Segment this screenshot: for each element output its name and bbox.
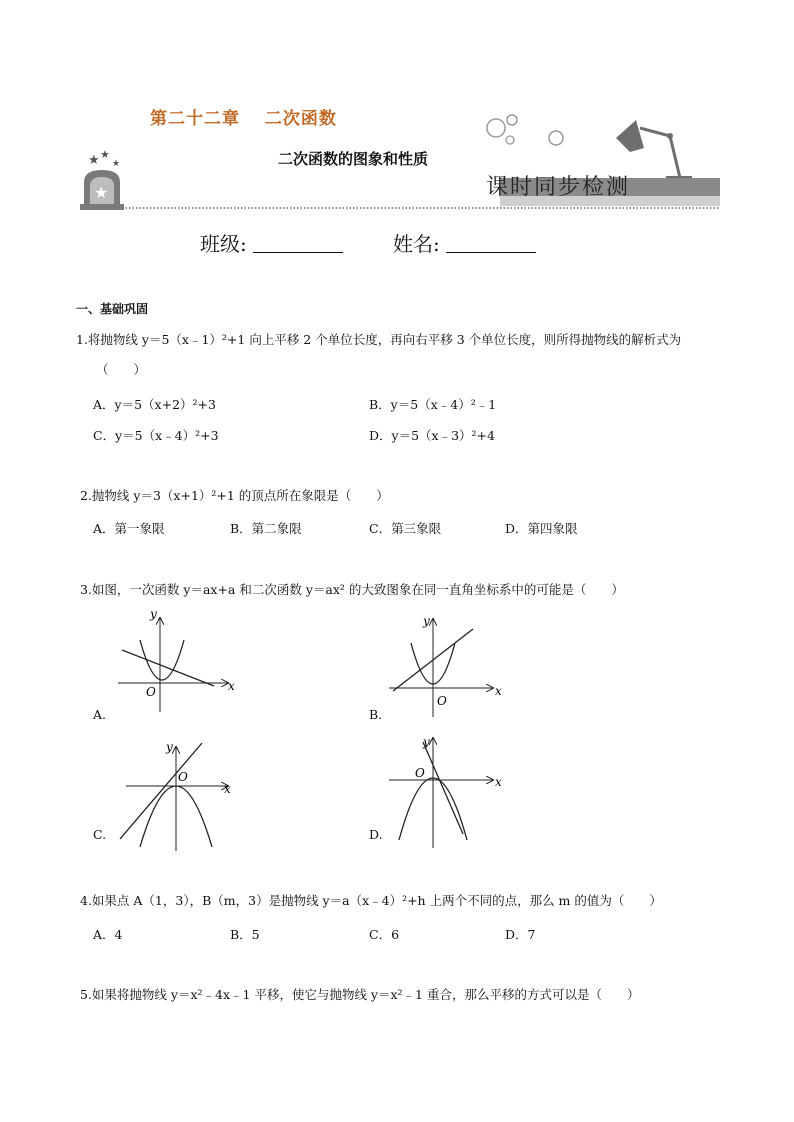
origin-label: O xyxy=(178,770,188,784)
q4-option-b[interactable]: B．5 xyxy=(230,927,260,942)
origin-label: O xyxy=(415,766,425,780)
class-label: 班级: xyxy=(200,232,247,256)
class-input-line[interactable] xyxy=(253,234,343,253)
question-3-text: 3.如图，一次函数 y＝ax+a 和二次函数 y＝ax² 的大致图象在同一直角坐标系中的可能是（ ） xyxy=(80,582,624,597)
svg-text:★: ★ xyxy=(88,153,100,168)
axis-x-label: x xyxy=(495,684,502,698)
axis-x-label: x xyxy=(228,679,235,693)
question-5-text: 5.如果将抛物线 y＝x²﹣4x﹣1 平移，使它与抛物线 y＝x²﹣1 重合，那么平移的方式可以是（ ） xyxy=(80,987,640,1002)
section-heading: 一、基础巩固 xyxy=(76,302,149,316)
axis-y-label: y xyxy=(423,735,430,749)
q2-option-c[interactable]: C．第三象限 xyxy=(369,521,442,536)
bubble-decoration xyxy=(506,136,514,144)
q1-option-b[interactable]: B．y＝5（x﹣4）²﹣1 xyxy=(369,397,497,412)
graph-c-label: C. xyxy=(93,827,107,842)
graph-a[interactable] xyxy=(110,600,250,720)
axis-y-label: y xyxy=(423,614,430,628)
name-field xyxy=(393,228,536,257)
axis-x-label: x xyxy=(495,775,502,789)
axis-y-label: y xyxy=(166,740,173,754)
axis-y-label: y xyxy=(150,607,157,621)
q2-option-d[interactable]: D．第四象限 xyxy=(505,521,578,536)
question-1-text: 1.将抛物线 y＝5（x﹣1）²+1 向上平移 2 个单位长度，再向右平移 3 个单位长度，则所得抛物线的解析式为 xyxy=(76,332,682,347)
q1-option-a[interactable]: A．y＝5（x+2）²+3 xyxy=(93,397,216,412)
axis-x-label: x xyxy=(224,782,231,796)
graph-a-label: A. xyxy=(93,707,107,722)
graph-d-label: D. xyxy=(369,827,383,842)
q4-option-d[interactable]: D．7 xyxy=(505,927,536,942)
origin-label: O xyxy=(437,694,447,708)
course-tag: 课时同步检测 xyxy=(486,175,631,200)
q4-option-c[interactable]: C．6 xyxy=(369,927,400,942)
q2-option-b[interactable]: B．第二象限 xyxy=(230,521,302,536)
line xyxy=(122,650,214,686)
question-4-text: 4.如果点 A（1，3），B（m，3）是抛物线 y＝a（x﹣4）²+h 上两个不同的点，那么 m 的值为（ ） xyxy=(80,893,662,908)
line xyxy=(423,742,463,834)
graph-b[interactable] xyxy=(385,605,525,725)
graph-d[interactable] xyxy=(385,732,525,852)
svg-text:★: ★ xyxy=(112,159,121,169)
q4-option-a[interactable]: A．4 xyxy=(93,927,123,942)
line xyxy=(120,743,202,839)
graph-c[interactable] xyxy=(110,735,250,855)
graph-b-label: B. xyxy=(369,707,383,722)
bubble-decoration xyxy=(507,115,517,125)
svg-text:★: ★ xyxy=(100,148,110,161)
origin-label: O xyxy=(146,685,156,699)
chapter-title: 第二十二章 二次函数 xyxy=(150,109,337,129)
q1-option-c[interactable]: C．y＝5（x﹣4）²+3 xyxy=(93,428,219,443)
question-1-bracket: （ ） xyxy=(96,362,147,377)
q1-option-d[interactable]: D．y＝5（x﹣3）²+4 xyxy=(369,428,495,443)
svg-text:★: ★ xyxy=(94,183,109,202)
bubble-decoration xyxy=(487,119,505,137)
section-subtitle: 二次函数的图象和性质 xyxy=(278,150,429,168)
star-badge-icon xyxy=(80,148,124,210)
question-2-text: 2.抛物线 y＝3（x+1）²+1 的顶点所在象限是（ ） xyxy=(80,488,389,503)
q2-option-a[interactable]: A．第一象限 xyxy=(93,521,165,536)
class-field xyxy=(200,228,343,257)
name-input-line[interactable] xyxy=(446,234,536,253)
bubble-decoration xyxy=(549,131,563,145)
name-label: 姓名: xyxy=(393,232,440,256)
